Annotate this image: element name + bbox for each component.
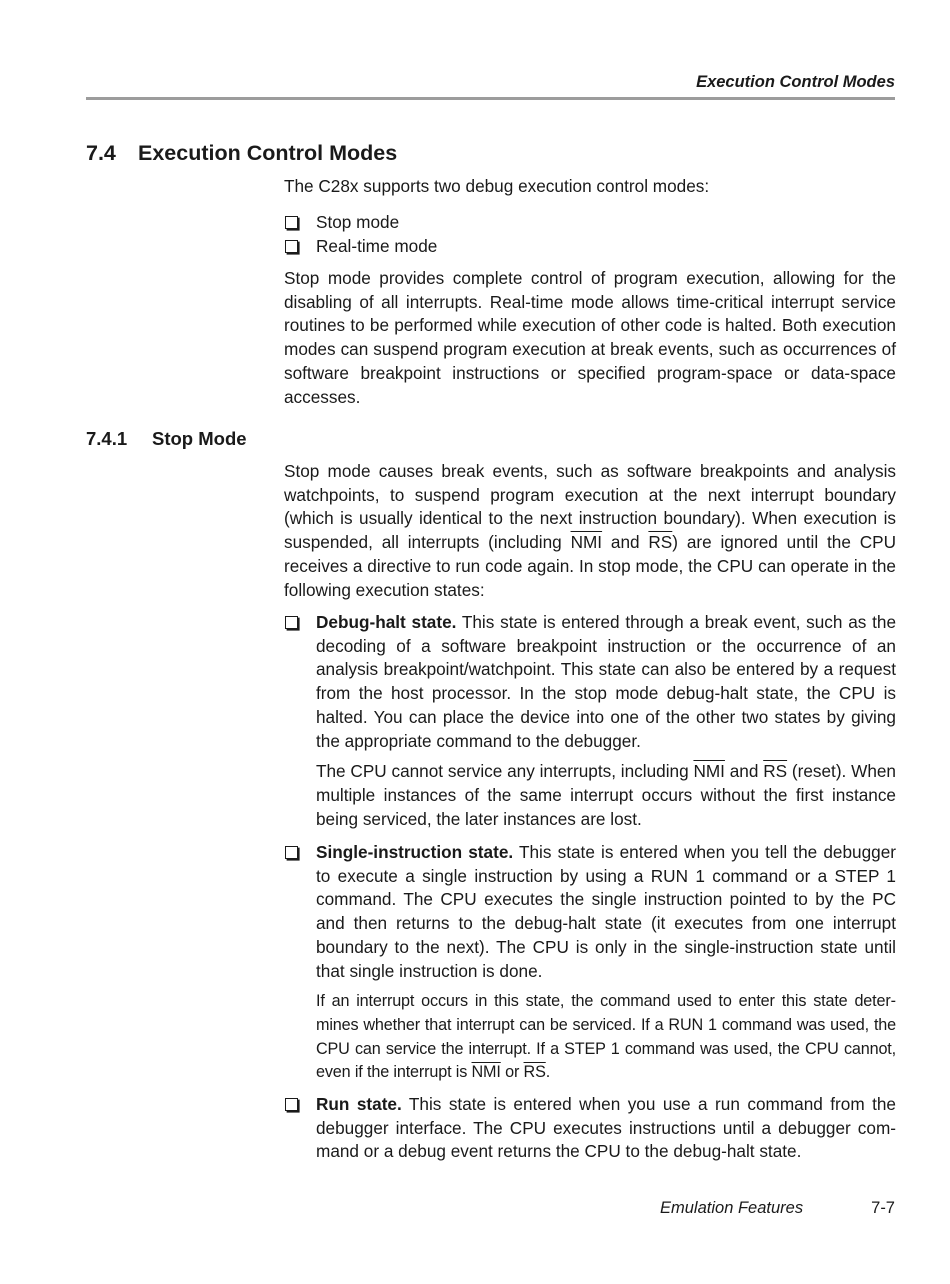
state-description: This state is entered through a break event, such as the decoding of a software breakpoint instruction or the occurrence of an analysis breakpoint/watchpoint. This state can also be entered by a request from the host processor. In the stop mode debug-halt state, the CPU is halted. You can place the device into one of the other two states by giving the appropriate command to the debugger. [316,612,897,751]
debug-halt-item [284,611,896,831]
list-item-label: Real-time mode [316,235,438,256]
checkbox-bullet-icon [285,846,298,859]
list-item [284,611,896,831]
nmi-signal: $\overline{NMI}$ [570,532,603,553]
state-title: Debug-halt state. [316,612,457,632]
header-rule [86,97,895,100]
section-intro-block [284,175,896,199]
overview-block [284,267,896,409]
rs-signal: $\overline{RS}$ [648,532,673,553]
page-number: 7-7 [871,1199,895,1217]
overview-paragraph: Stop mode provides complete control of program execution, allowing for the disabling of all interrupts. Real-time mode allows time-critical interrupt service routines to be performed while execution of other code is halted. Both execution modes can suspend program execution at break events, such as occurrences of software breakpoint instructions or specified program-space or data-space accesses. [284,268,896,407]
single-instruction-item [284,841,896,1085]
nmi-signal: $\overline{NMI}$ [471,1063,501,1082]
checkbox-bullet-icon [285,216,298,229]
list-item [284,1093,896,1164]
list-item [284,235,896,259]
checkbox-bullet-icon [285,240,298,253]
list-item [284,211,896,235]
section-title: Execution Control Modes [138,141,398,165]
checkbox-bullet-icon [285,1098,298,1111]
section-heading [86,141,397,166]
state-title: Run state. [316,1094,402,1114]
stop-mode-intro-block [284,460,896,602]
subsection-number: 7.4.1 [86,428,128,449]
subsection-heading [86,428,247,450]
modes-list [284,211,896,258]
nmi-signal: $\overline{NMI}$ [693,761,725,782]
state-note: The CPU cannot service any interrupts, including $\overline{NMI}$ and $\overline{RS}$ (reset). When multiple instances of the same interrupt occurs without the first instance being serviced, the later instances are lost. [316,761,896,829]
state-title: Single-instruction state. [316,842,514,862]
list-item [284,841,896,1085]
state-description: This state is entered when you use a run command from the debugger interface. The CPU executes instructions until a debugger command or a debug event returns the CPU to the debug-halt state. [316,1094,896,1162]
section-number: 7.4 [86,141,116,165]
checkbox-bullet-icon [285,616,298,629]
footer-chapter-title: Emulation Features [660,1199,804,1217]
rs-signal: $\overline{RS}$ [523,1063,546,1082]
state-note: If an interrupt occurs in this state, the command used to enter this state determines whether that interrupt can be serviced. If a RUN 1 command was used, the CPU can service the interrupt. If a STEP 1 command was used, the CPU cannot, even if the interrupt is $\overline{NMI}$ or $\overline{RS}$. [316,992,896,1082]
running-header: Execution Control Modes [696,73,895,91]
rs-signal: $\overline{RS}$ [763,761,788,782]
stop-mode-paragraph: Stop mode causes break events, such as software breakpoints and analysis watchpoints, to suspend program execution at the next interrupt boundary (which is usually identical to the next instruction boundary). When execution is suspended, all interrupts (including $\overline{NMI}$ and $\overline{RS}$) are ignored until the CPU receives a directive to run code again. In stop mode, the CPU can operate in the following execution states: [284,461,896,600]
run-state-item [284,1093,896,1164]
intro-paragraph: The C28x supports two debug execution control modes: [284,176,710,196]
subsection-title: Stop Mode [152,428,247,449]
state-description: This state is entered when you tell the debugger to execute a single instruction by using a RUN 1 command or a STEP 1 command. The CPU executes the single instruction pointed to by the PC and then returns to the debug-halt state (it executes from one interrupt boundary to the next). The CPU is only in the single-instruction state until that single instruction is done. [316,842,896,981]
list-item-label: Stop mode [316,212,400,232]
